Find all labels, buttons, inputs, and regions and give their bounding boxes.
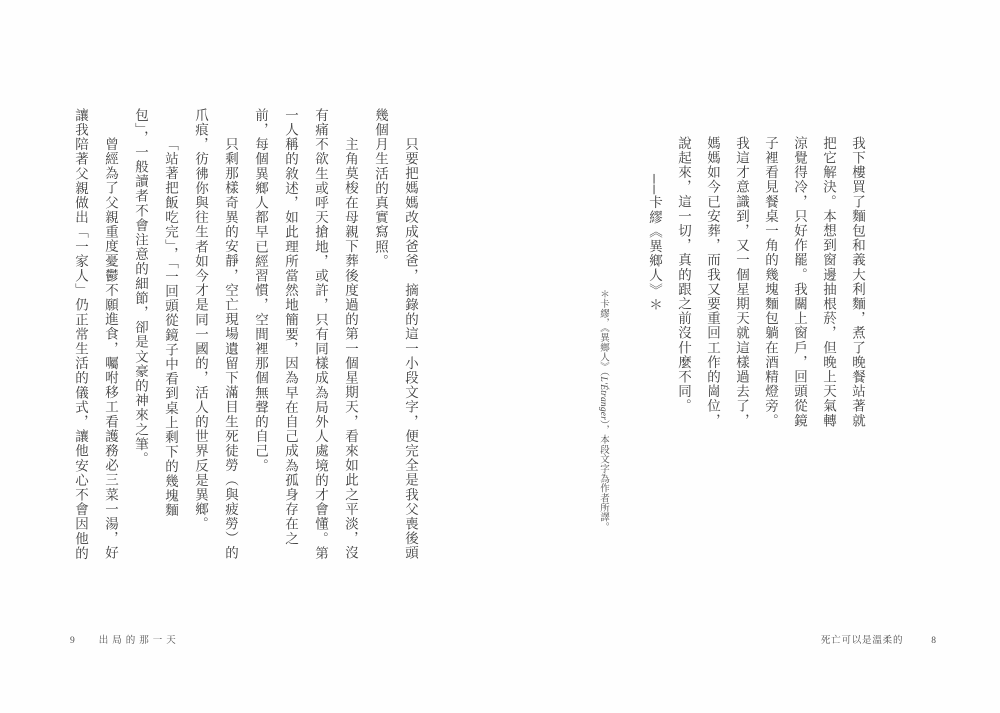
body-column: 爪痕，彷彿你與往生者如今才是同一國的，活人的世界反是異鄉。 — [193, 108, 208, 532]
body-column: 前，每個異鄉人都早已經習慣，空間裡那個無聲的自己。 — [253, 108, 268, 473]
footnote-latin-title: L'Étranger — [598, 376, 608, 421]
left-chapter-title: 出局的那一天 — [98, 636, 180, 646]
quote-column: 媽媽如今已安葬，而我又要重回工作的崗位， — [705, 136, 720, 428]
body-column: 幾個月生活的真實寫照。 — [373, 108, 388, 269]
left-page-footer — [70, 632, 180, 646]
body-column: 一人稱的敘述，如此理所當然地簡要，因為早在自己成為孤身存在之 — [283, 108, 298, 546]
quote-column: 涼覺得冷，只好作罷。我關上窗戶，回頭從鏡 — [792, 136, 807, 428]
body-column: 「站著把飯吃完」，「一回頭從鏡子中看到桌上剩下的幾塊麵 — [163, 137, 178, 518]
footnote-text-prefix: ＊卡繆，《異鄉人》（ — [598, 289, 608, 377]
body-column: 讓我陪著父親做出「一家人」仍正常生活的儀式，讓他安心不會因他的 — [73, 108, 88, 561]
right-page-number: 8 — [931, 636, 936, 646]
quote-column: 我這才意識到，又一個星期天就這樣過去了， — [734, 136, 749, 428]
body-column: 只要把媽媽改成爸爸，摘錄的這一小段文字，便完全是我父喪後頭 — [403, 137, 418, 561]
quote-attribution: ──卡繆《異鄉人》＊ — [647, 174, 662, 313]
left-page-number: 9 — [70, 636, 75, 646]
quote-column: 說起來，這一切，真的跟之前沒什麼不同。 — [676, 136, 691, 414]
right-page-quote-block — [640, 136, 872, 448]
body-column: 曾經為了父親重度憂鬱不願進食，囑咐移工看護務必三菜一湯，好 — [103, 137, 118, 561]
footnote-text-suffix: ），本段文字為作者所譯。 — [598, 420, 608, 532]
right-chapter-title: 死亡可以是溫柔的 — [820, 636, 904, 646]
body-column: 主角莫梭在母親下葬後度過的第一個星期天，看來如此之平淡，沒 — [343, 137, 358, 561]
quote-column: 我下樓買了麵包和義大利麵，煮了晚餐站著就 — [850, 136, 865, 428]
translator-footnote — [595, 289, 610, 541]
quote-column: 子裡看見餐桌一角的幾塊麵包躺在酒精燈旁。 — [763, 136, 778, 428]
left-page-body-text — [65, 108, 425, 573]
right-page-footer — [821, 632, 936, 646]
quote-column: 把它解決。本想到窗邊抽根菸，但晚上天氣轉 — [821, 136, 836, 428]
body-column: 有痛不欲生或呼天搶地，或許，只有同樣成為局外人處境的才會懂。第 — [313, 108, 328, 561]
body-column: 包」，一般讀者不會注意的細節，卻是文豪的神來之筆。 — [133, 108, 148, 467]
body-column: 只剩那樣奇異的安靜，空亡現場遺留下滿目生死徒勞（與疲勞）的 — [223, 137, 238, 561]
